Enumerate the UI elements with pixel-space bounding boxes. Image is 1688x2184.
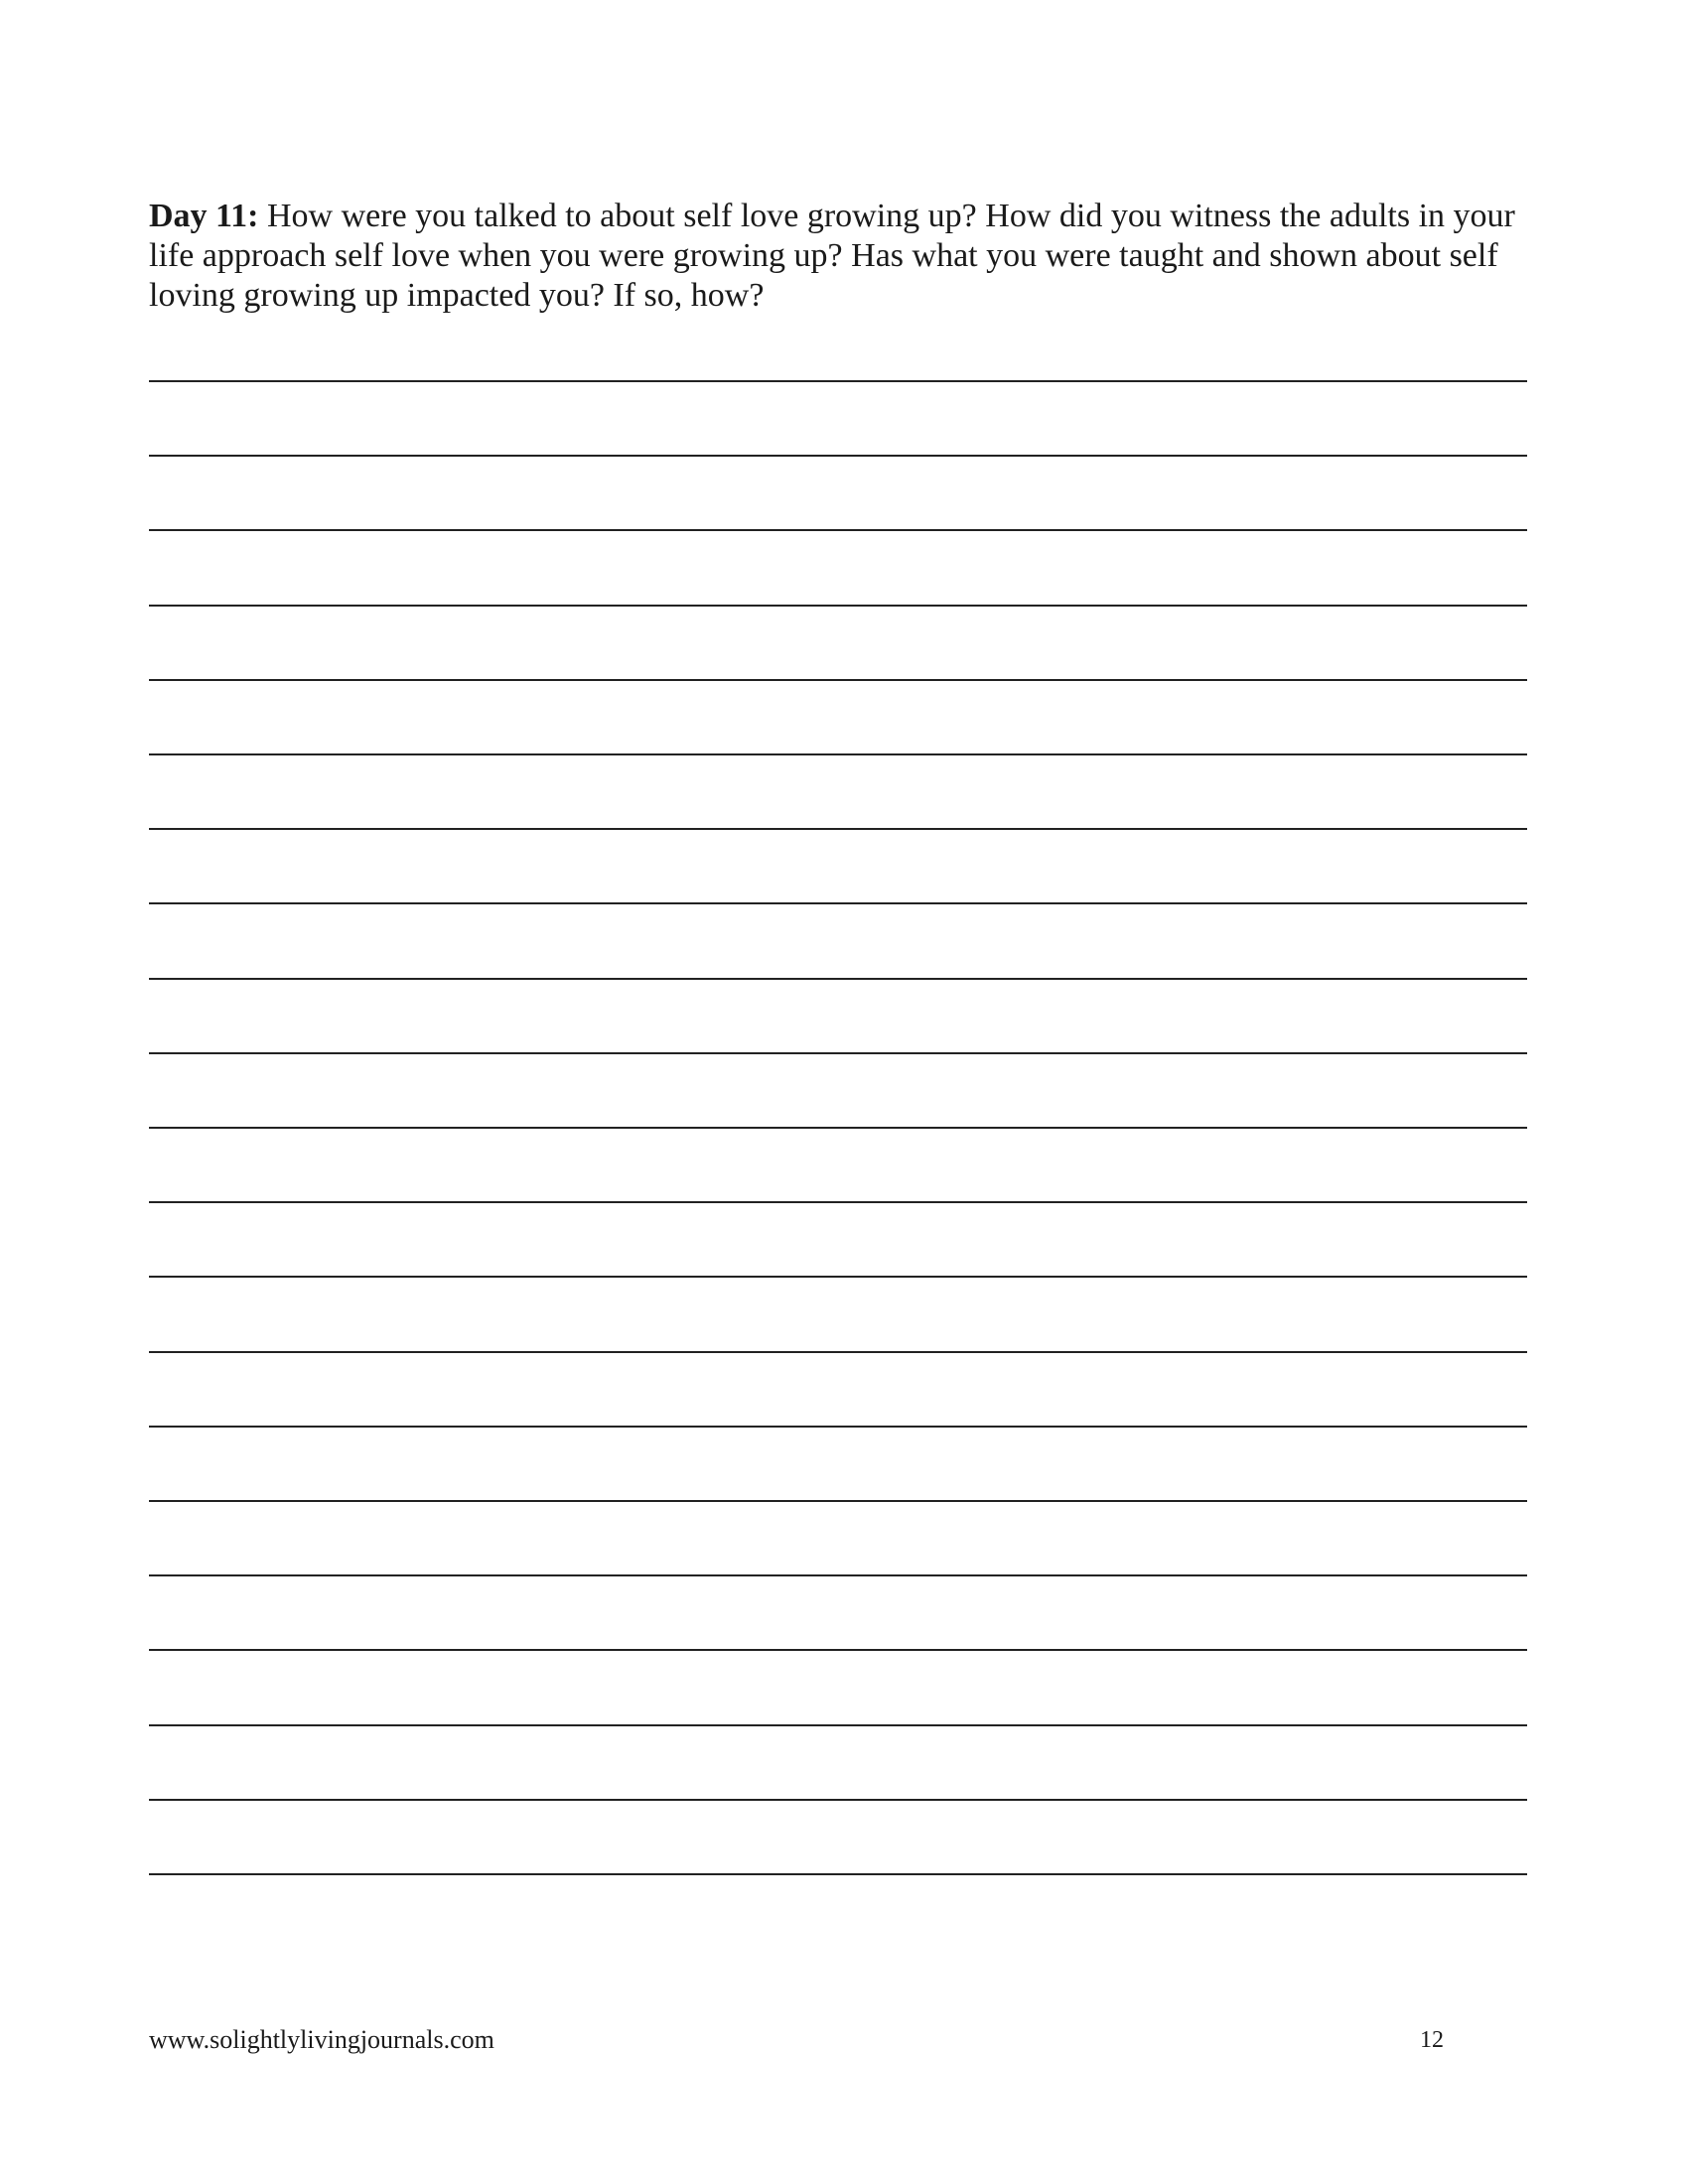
writing-lines: [149, 0, 1527, 2184]
writing-line: [149, 605, 1527, 607]
writing-line: [149, 529, 1527, 531]
prompt-text: How were you talked to about self love growing up? How did you witness the adults in your life approach self love when you were growing up? Has what you were taught and shown about self loving growing up impacted you? If so, how?: [149, 198, 1515, 314]
writing-line: [149, 1052, 1527, 1054]
writing-line: [149, 679, 1527, 681]
writing-line: [149, 1649, 1527, 1651]
writing-line: [149, 1276, 1527, 1278]
writing-line: [149, 1724, 1527, 1726]
writing-line: [149, 1351, 1527, 1353]
writing-line: [149, 1127, 1527, 1129]
page-number: 12: [1420, 2027, 1444, 2053]
writing-line: [149, 1426, 1527, 1428]
writing-line: [149, 978, 1527, 980]
writing-line: [149, 1799, 1527, 1801]
day-label: Day 11:: [149, 198, 259, 234]
writing-line: [149, 753, 1527, 755]
writing-line: [149, 1574, 1527, 1576]
writing-line: [149, 902, 1527, 904]
writing-line: [149, 1873, 1527, 1875]
writing-line: [149, 1201, 1527, 1203]
footer-url: www.solightlylivingjournals.com: [149, 2025, 494, 2054]
writing-line: [149, 380, 1527, 382]
writing-line: [149, 455, 1527, 457]
writing-line: [149, 828, 1527, 830]
writing-line: [149, 1500, 1527, 1502]
